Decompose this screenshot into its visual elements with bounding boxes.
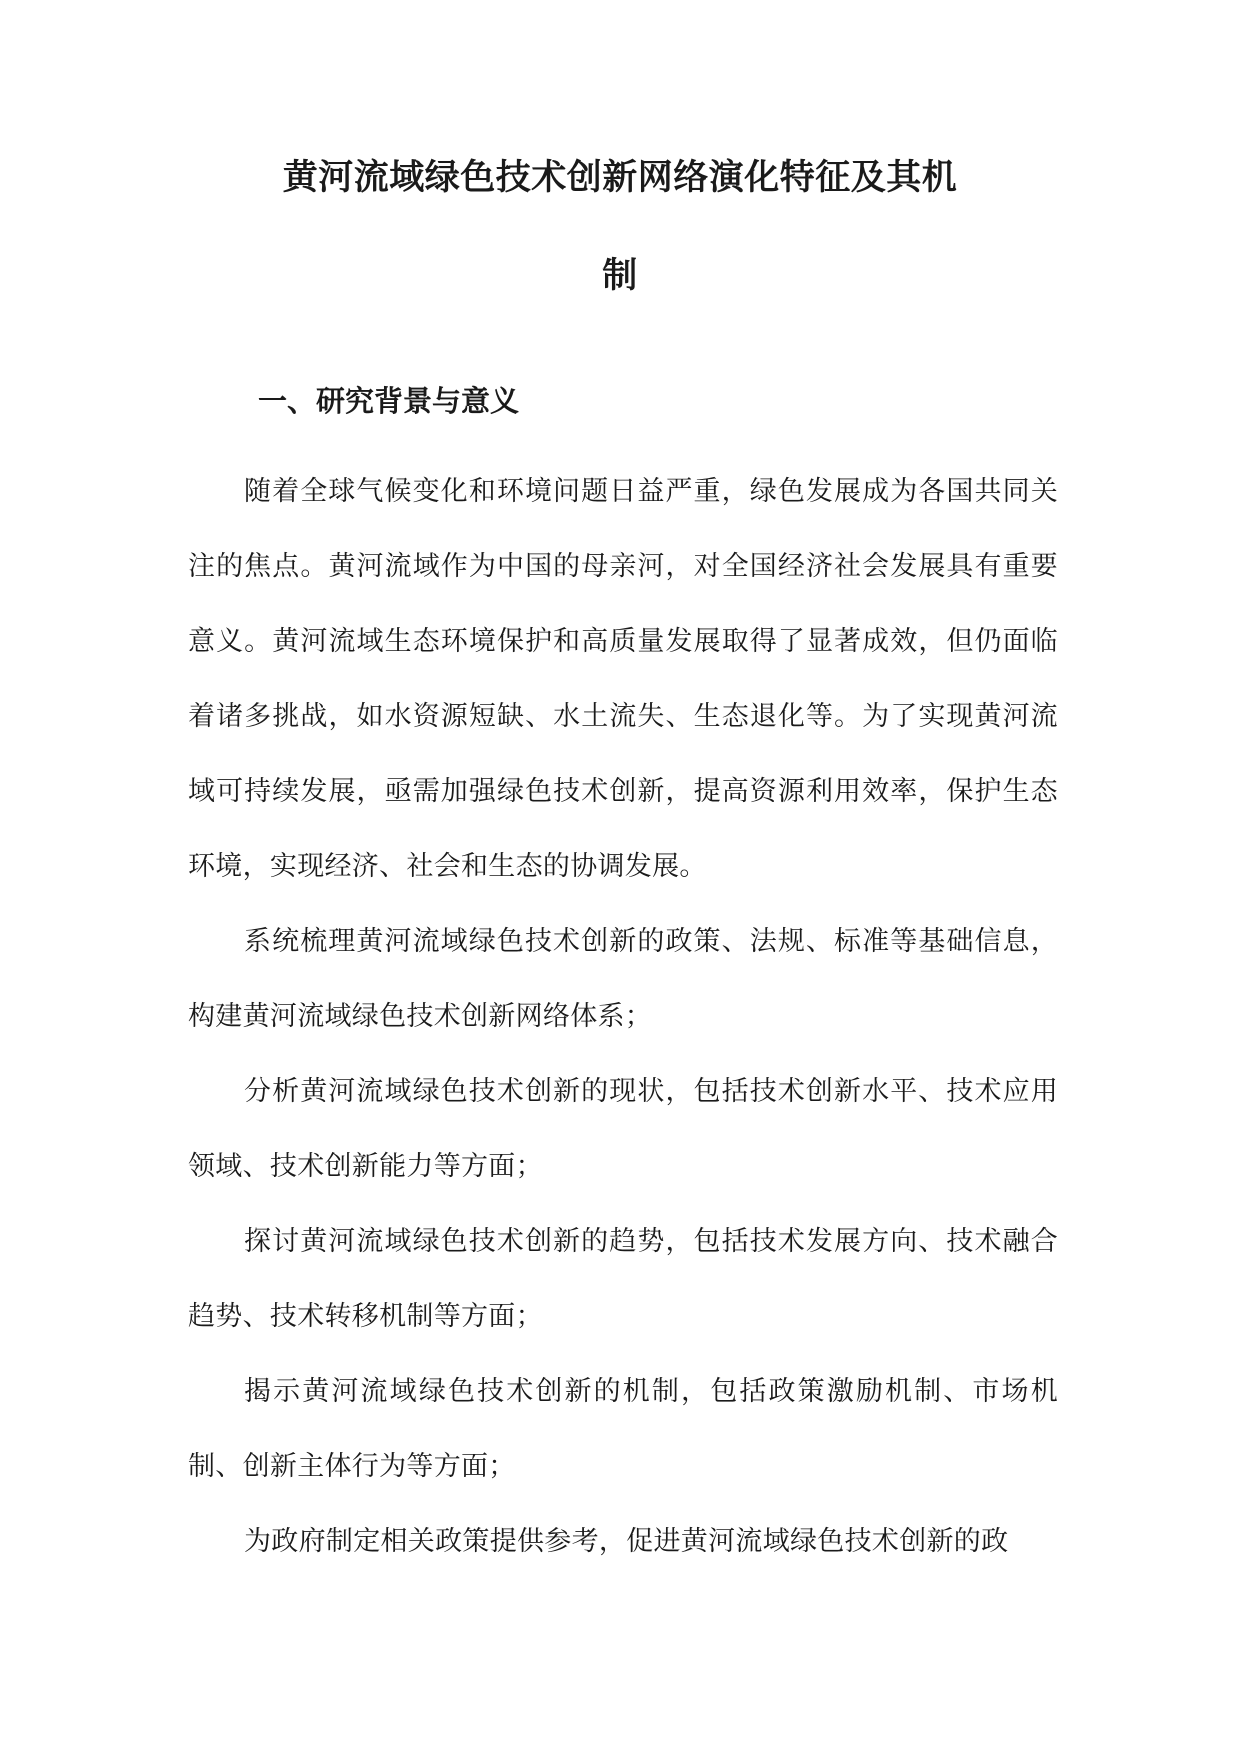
section-heading: 一、研究背景与意义 [258, 384, 520, 418]
body-paragraph-1: 随着全球气候变化和环境问题日益严重，绿色发展成为各国共同关注的焦点。黄河流域作为中国的母亲河，对全国经济社会发展具有重要意义。黄河流域生态环境保护和高质量发展取得了显著成效，但仍面临着诸多挑战，如水资源短缺、水土流失、生态退化等。为了实现黄河流域可持续发展，亟需加强绿色技术创新，提高资源利用效率，保护生态环境，实现经济、社会和生态的协调发展。 [188, 476, 1058, 882]
document-title-line-1: 黄河流域绿色技术创新网络演化特征及其机 [282, 158, 958, 198]
body-paragraph-2: 系统梳理黄河流域绿色技术创新的政策、法规、标准等基础信息，构建黄河流域绿色技术创新网络体系； [188, 926, 1058, 1032]
body-paragraph-4: 探讨黄河流域绿色技术创新的趋势，包括技术发展方向、技术融合趋势、技术转移机制等方面； [188, 1226, 1058, 1332]
document-title-line-2: 制 [602, 256, 638, 296]
body-paragraph-5: 揭示黄河流域绿色技术创新的机制，包括政策激励机制、市场机制、创新主体行为等方面； [188, 1376, 1058, 1482]
body-paragraph-3: 分析黄河流域绿色技术创新的现状，包括技术创新水平、技术应用领域、技术创新能力等方面； [188, 1076, 1058, 1182]
body-paragraph-6: 为政府制定相关政策提供参考，促进黄河流域绿色技术创新的政 [244, 1526, 1009, 1557]
